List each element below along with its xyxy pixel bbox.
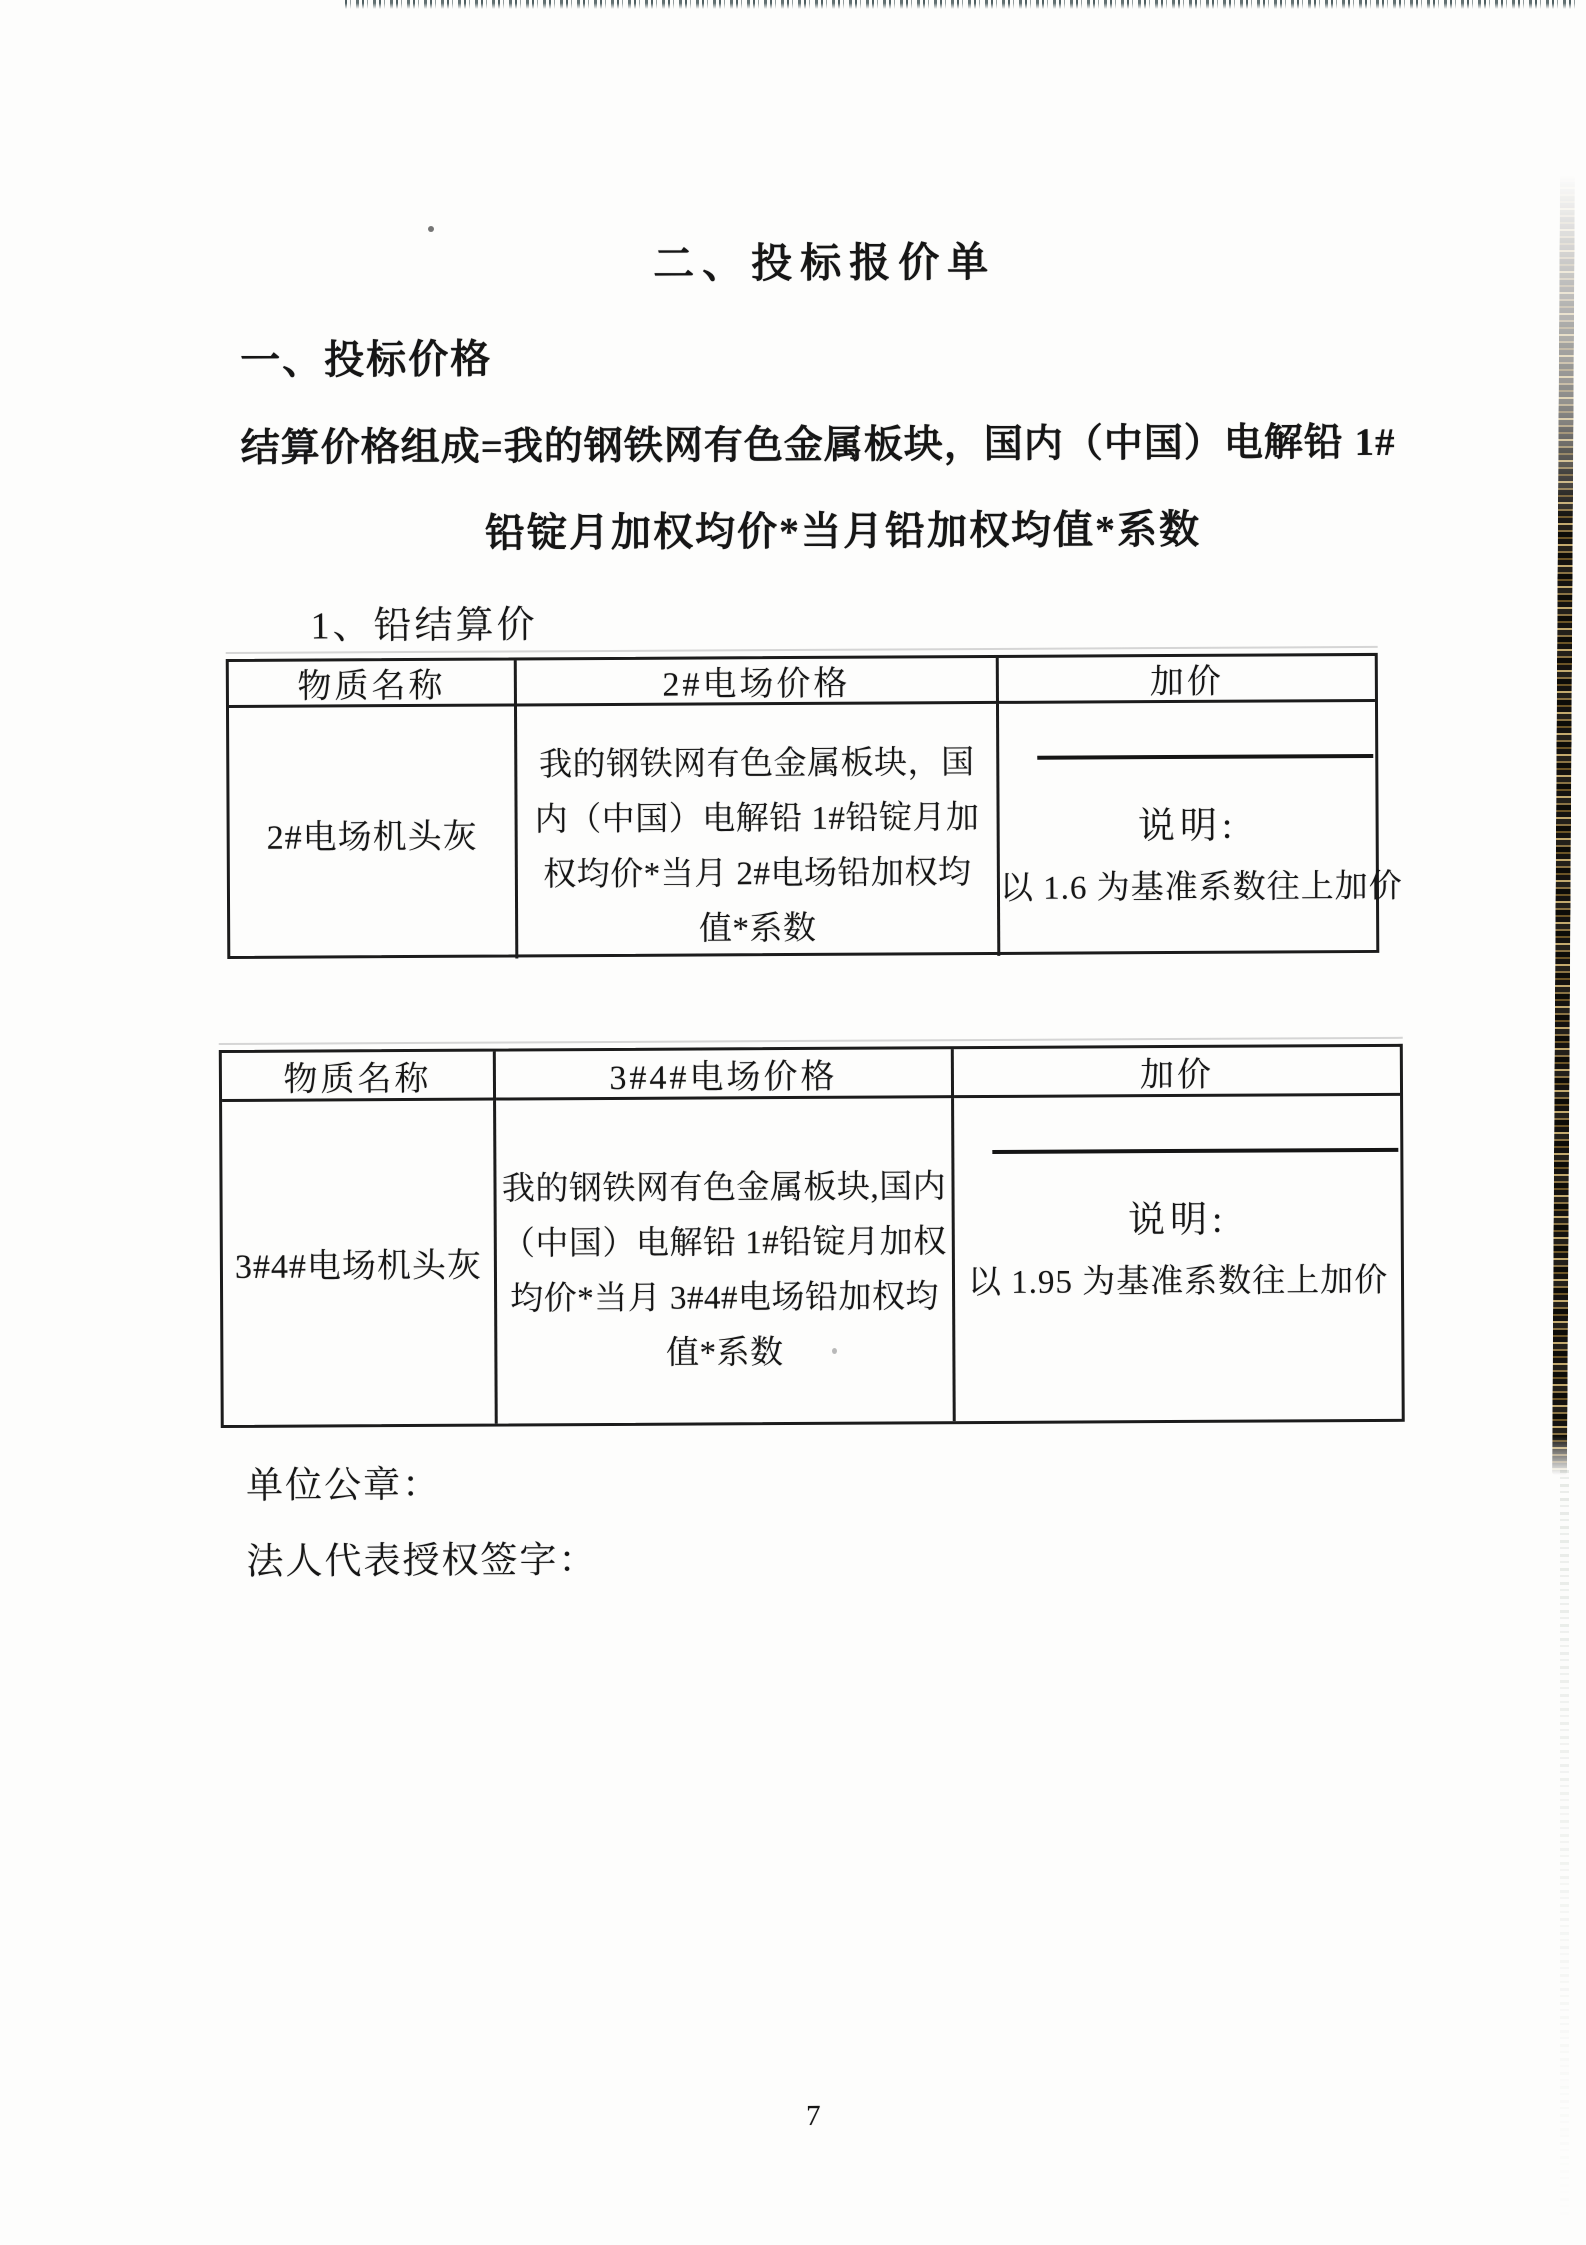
table2-header-markup: 加价 <box>954 1047 1400 1098</box>
table2-cell-markup <box>954 1096 1402 1421</box>
markup-note-title: 说明: <box>1137 805 1238 848</box>
table1-header-material: 物质名称 <box>229 660 517 708</box>
table2-cell-material: 3#4#电场机头灰 <box>222 1101 498 1425</box>
table2-cell-price-formula: 我的钢铁网有色金属板块,国内 （中国）电解铅 1#铅锭月加权 均价*当月 3#4#电场铅加权均 值*系数 <box>496 1098 956 1423</box>
subsection-heading: 1、铅结算价 <box>310 604 538 648</box>
fill-in-blank-line <box>992 1148 1398 1154</box>
legal-representative-signature-label: 法人代表授权签字： <box>246 1540 598 1583</box>
table2-header-material: 物质名称 <box>222 1052 496 1102</box>
scan-speck <box>428 226 434 232</box>
markup-note-text: 以 1.6 为基准系数往上加价 <box>999 868 1403 907</box>
markup-note-title: 说明: <box>1127 1199 1228 1242</box>
scan-artifact-right-edge-tail <box>1560 1470 1569 2240</box>
table1-cell-price-formula: 我的钢铁网有色金属板块，国 内（中国）电解铅 1#铅锭月加 权均价*当月 2#电场铅加权均 值*系数 <box>517 704 1000 959</box>
table1-header-markup: 加价 <box>999 656 1375 704</box>
section-heading: 一、投标价格 <box>240 336 493 383</box>
table1-cell-markup <box>999 702 1403 956</box>
scan-speck <box>832 1348 837 1354</box>
page-title: 二、投标报价单 <box>653 238 997 287</box>
settlement-price-formula-line1: 结算价格组成=我的钢铁网有色金属板块，国内（中国）电解铅 1# <box>240 420 1396 470</box>
lead-settlement-table-2 <box>226 653 1403 959</box>
table1-header-price: 2#电场价格 <box>517 658 999 707</box>
table1-cell-material: 2#电场机头灰 <box>229 706 518 960</box>
markup-note-text: 以 1.95 为基准系数往上加价 <box>967 1262 1389 1302</box>
company-seal-label: 单位公章： <box>245 1464 442 1507</box>
fill-in-blank-line <box>1037 754 1373 760</box>
page-number: 7 <box>806 2099 821 2132</box>
scan-artifact-top-edge <box>345 0 1575 9</box>
settlement-price-formula-line2: 铅锭月加权均价*当月铅加权均值*系数 <box>484 506 1202 556</box>
table2-header-price: 3#4#电场价格 <box>496 1049 954 1100</box>
lead-settlement-table-3-4 <box>219 1044 1405 1428</box>
